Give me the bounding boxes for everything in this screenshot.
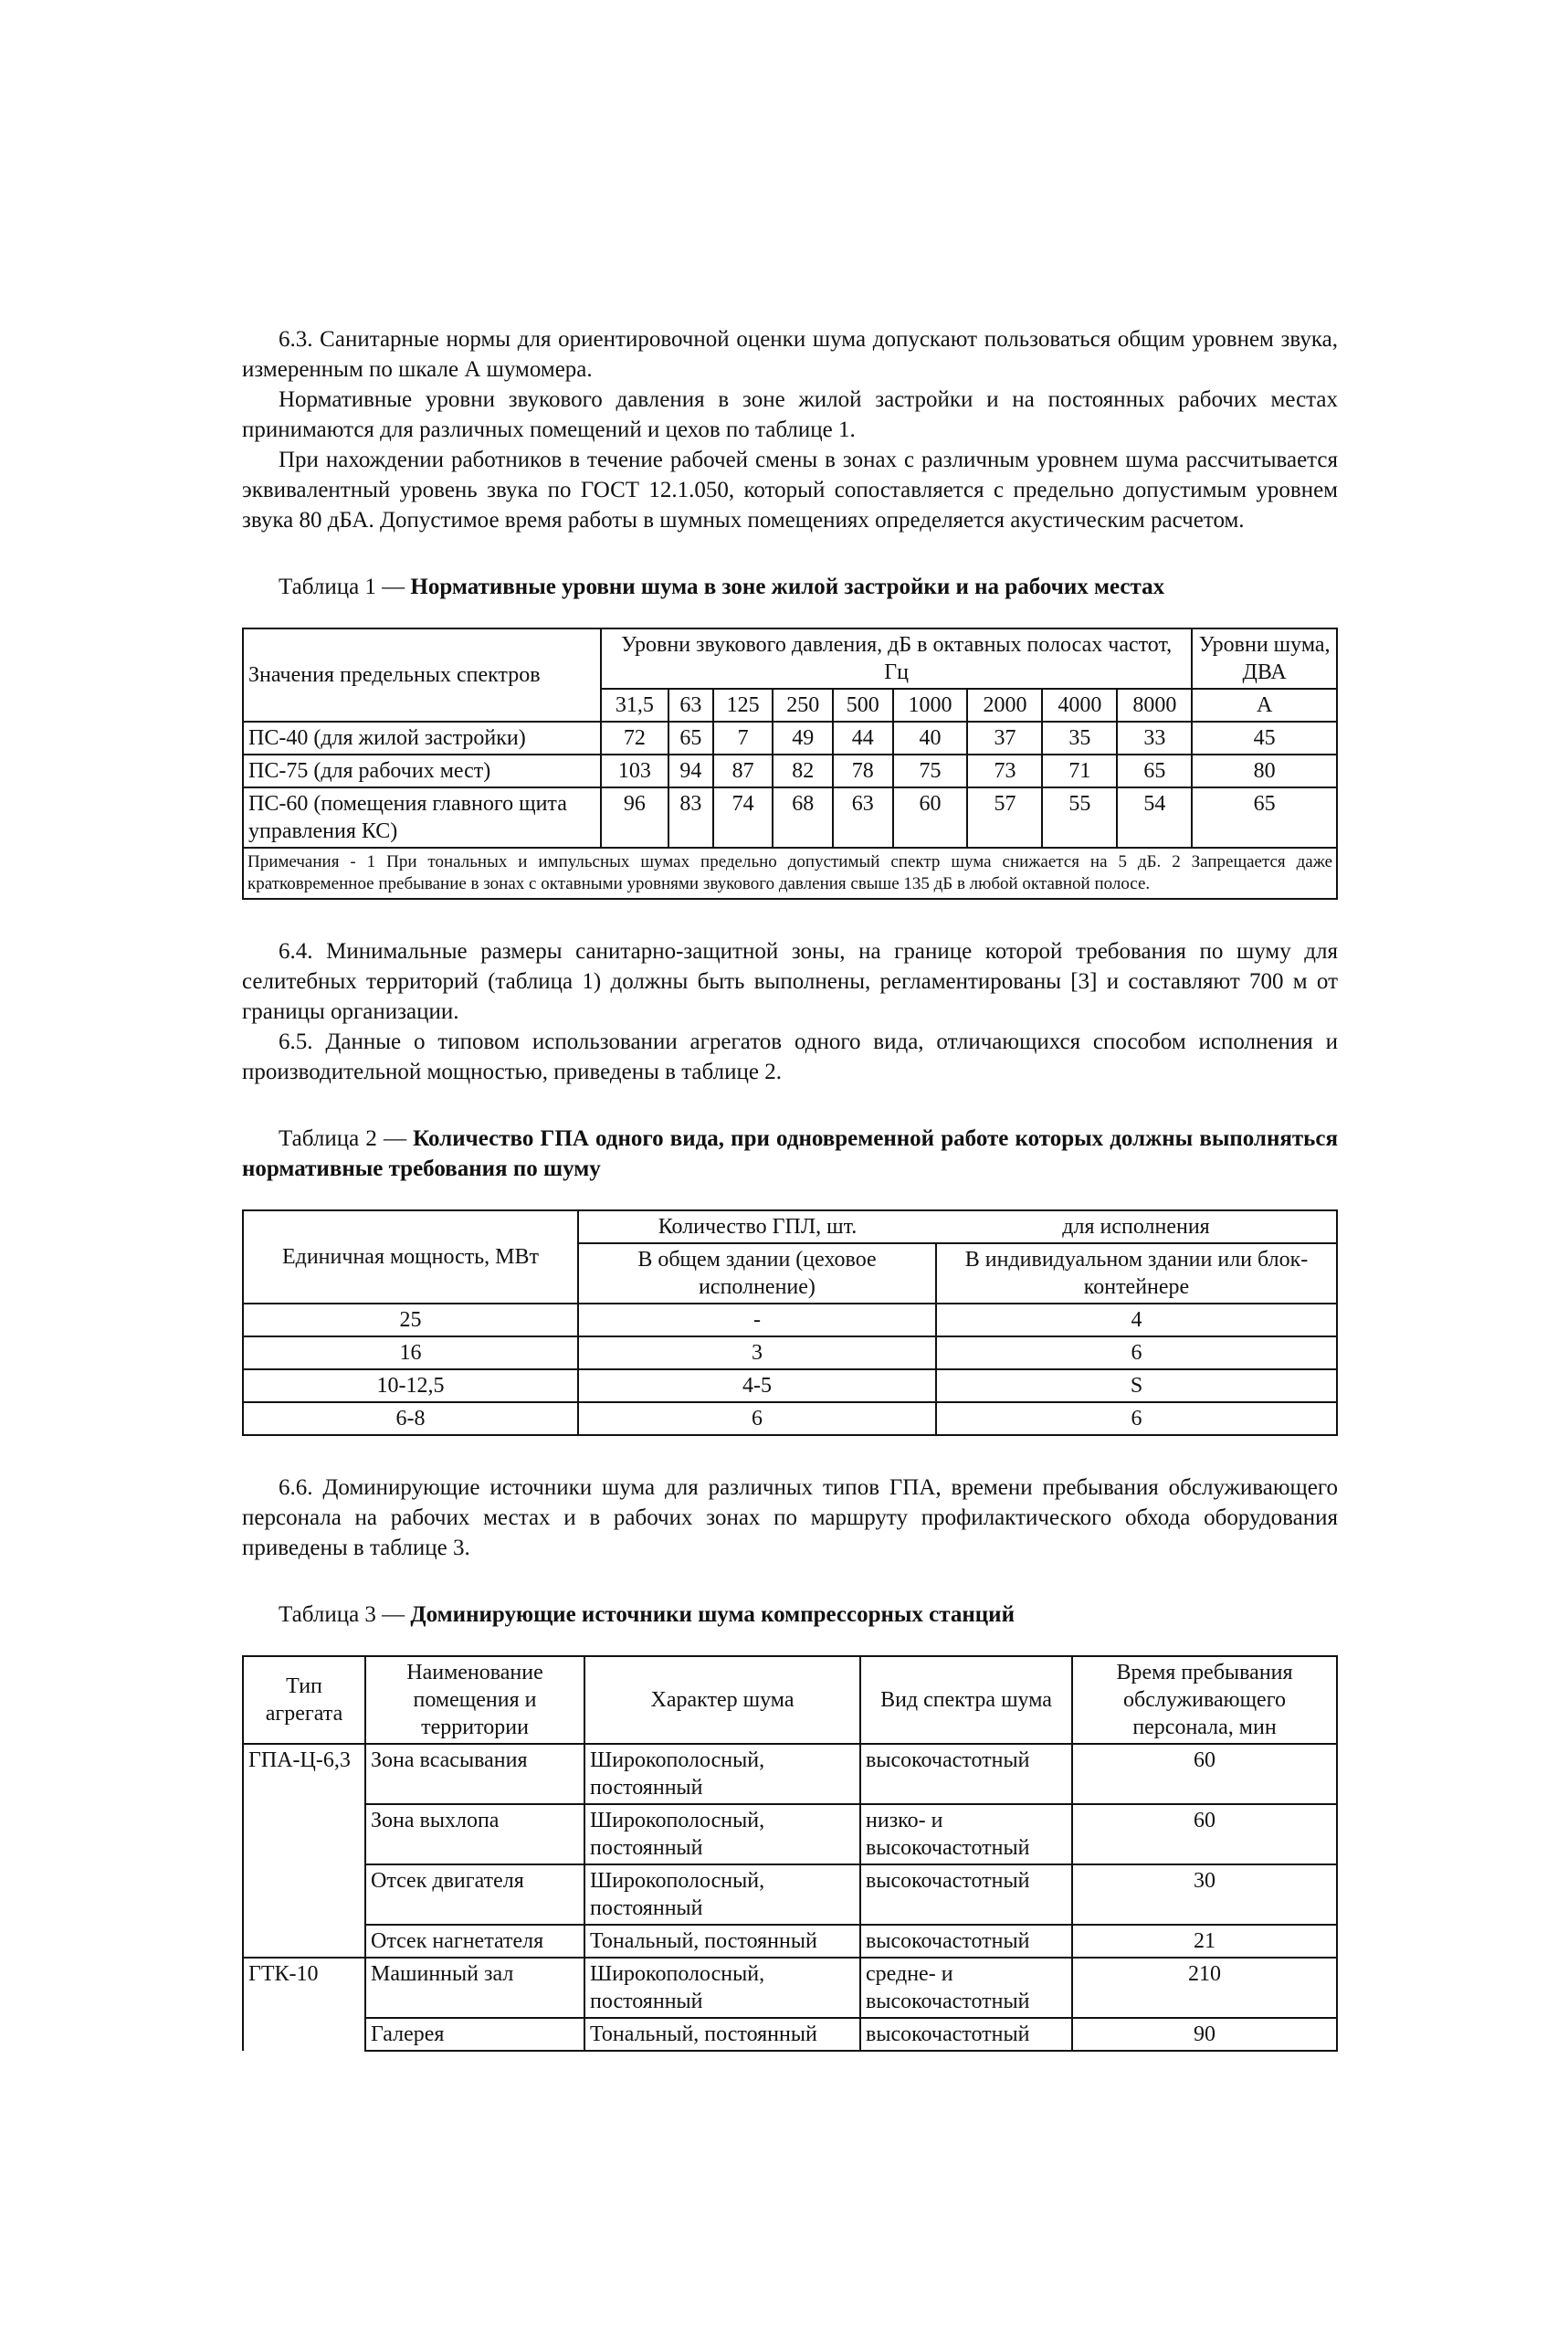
time-cell: 21	[1072, 1925, 1337, 1958]
table1-note: Примечания - 1 При тональных и импульсных шумах предельно допустимый спектр шума снижается на 5 дБ. 2 Запрещается даже кратковременное пребывание в зонах с октавными уровнями звукового давления свыше 135 дБ в любой октавной полосе.	[243, 848, 1337, 899]
table2	[242, 1209, 1338, 1436]
time-cell: 30	[1072, 1864, 1337, 1925]
time-cell: 210	[1072, 1958, 1337, 2018]
section-6-3	[242, 324, 1338, 535]
individual-cell: 4	[936, 1304, 1337, 1336]
table-row	[243, 1804, 1337, 1864]
value-cell: 57	[967, 787, 1042, 848]
table1-note-row	[243, 848, 1337, 899]
paragraph: 6.4. Минимальные размеры санитарно-защитной зоны, на границе которой требования по шуму для селитебных территорий (таблица 1) должны быть выполнены, регламентированы [3] и составляют 700 м от границы организации.	[242, 939, 1338, 1024]
value-cell: 82	[773, 755, 833, 787]
room-cell: Отсек нагнетателя	[365, 1925, 584, 1958]
table3-head-time: Время пребывания обслуживающего персонала, мин	[1072, 1656, 1337, 1744]
char-cell: Широкополосный, постоянный	[584, 1864, 860, 1925]
time-cell: 60	[1072, 1744, 1337, 1804]
value-cell: 94	[668, 755, 713, 787]
shared-cell: 6	[578, 1402, 936, 1435]
table3-head-type: Тип агрегата	[243, 1656, 365, 1744]
time-cell: 90	[1072, 2018, 1337, 2051]
table1-head-pressure: Уровни звукового давления, дБ в октавных полосах частот, Гц	[601, 628, 1192, 689]
table1-head-level: Уровни шума, ДВА	[1192, 628, 1337, 689]
table3-caption: Таблица 3 — Доминирующие источники шума компрессорных станций	[279, 1602, 1015, 1627]
page-content	[242, 324, 1338, 2052]
table-row	[243, 1958, 1337, 2018]
individual-cell: S	[936, 1369, 1337, 1402]
value-cell: 73	[967, 755, 1042, 787]
value-cell: 7	[713, 722, 773, 755]
table2-head-individual: В индивидуальном здании или блок-контейнере	[936, 1243, 1337, 1304]
room-cell: Зона всасывания	[365, 1744, 584, 1804]
table1-caption: Таблица 1 — Нормативные уровни шума в зоне жилой застройки и на рабочих местах	[279, 575, 1165, 599]
value-cell: 74	[713, 787, 773, 848]
char-cell: Тональный, постоянный	[584, 2018, 860, 2051]
value-cell: 103	[601, 755, 668, 787]
char-cell: Тональный, постоянный	[584, 1925, 860, 1958]
freq-cell: 2000	[967, 689, 1042, 722]
table-row	[243, 722, 1337, 755]
individual-cell: 6	[936, 1336, 1337, 1369]
freq-cell: 500	[833, 689, 893, 722]
level-cell: 45	[1192, 722, 1337, 755]
value-cell: 55	[1042, 787, 1117, 848]
freq-cell: 250	[773, 689, 833, 722]
table3-head-room: Наименование помещения и территории	[365, 1656, 584, 1744]
table1-head-spectra: Значения предельных спектров	[243, 628, 601, 722]
table1	[242, 628, 1338, 900]
table3	[242, 1655, 1338, 2052]
freq-cell: 125	[713, 689, 773, 722]
room-cell: Зона выхлопа	[365, 1804, 584, 1864]
value-cell: 75	[893, 755, 968, 787]
freq-cell: А	[1192, 689, 1337, 722]
type-cell: ГТК-10	[243, 1958, 365, 2051]
row-name: ПС-60 (помещения главного щита управления КС)	[243, 787, 601, 848]
freq-cell: 63	[668, 689, 713, 722]
table-row	[243, 1402, 1337, 1435]
power-cell: 6-8	[243, 1402, 578, 1435]
paragraph: 6.5. Данные о типовом использовании агрегатов одного вида, отличающихся способом исполнения и производительной мощностью, приведены в таблице 2.	[242, 1029, 1338, 1084]
spec-cell: высокочастотный	[860, 2018, 1072, 2051]
row-name: ПС-75 (для рабочих мест)	[243, 755, 601, 787]
section-6-6	[242, 1473, 1338, 1563]
value-cell: 65	[1117, 755, 1192, 787]
char-cell: Широкополосный, постоянный	[584, 1958, 860, 2018]
char-cell: Широкополосный, постоянный	[584, 1744, 860, 1804]
table2-caption: Таблица 2 — Количество ГПА одного вида, при одновременной работе которых должны выполняться нормативные требования по шуму	[242, 1126, 1338, 1181]
spec-cell: высокочастотный	[860, 1864, 1072, 1925]
paragraph: Нормативные уровни звукового давления в зоне жилой застройки и на постоянных рабочих местах принимаются для различных помещений и цехов по таблице 1.	[242, 387, 1338, 442]
value-cell: 60	[893, 787, 968, 848]
table-row	[243, 1336, 1337, 1369]
paragraph: При нахождении работников в течение рабочей смены в зонах с различным уровнем шума рассчитывается эквивалентный уровень звука по ГОСТ 12.1.050, который сопоставляется с предельно допустимым уровнем звука 80 дБА. Допустимое время работы в шумных помещениях определяется акустическим расчетом.	[242, 448, 1338, 533]
table-row	[243, 787, 1337, 848]
value-cell: 72	[601, 722, 668, 755]
value-cell: 63	[833, 787, 893, 848]
spec-cell: низко- и высокочастотный	[860, 1804, 1072, 1864]
value-cell: 40	[893, 722, 968, 755]
table2-head-exec: для исполнения	[936, 1210, 1337, 1243]
paragraph: 6.6. Доминирующие источники шума для различных типов ГПА, времени пребывания обслуживающего персонала на рабочих местах и в рабочих зонах по маршруту профилактического обхода оборудования приведены в таблице 3.	[242, 1475, 1338, 1560]
value-cell: 44	[833, 722, 893, 755]
power-cell: 25	[243, 1304, 578, 1336]
value-cell: 49	[773, 722, 833, 755]
table-row	[243, 1925, 1337, 1958]
shared-cell: -	[578, 1304, 936, 1336]
table-row	[243, 1744, 1337, 1804]
table-row	[243, 1864, 1337, 1925]
row-name: ПС-40 (для жилой застройки)	[243, 722, 601, 755]
value-cell: 87	[713, 755, 773, 787]
room-cell: Отсек двигателя	[365, 1864, 584, 1925]
section-6-4	[242, 936, 1338, 1087]
table-row	[243, 755, 1337, 787]
value-cell: 78	[833, 755, 893, 787]
table3-head-char: Характер шума	[584, 1656, 860, 1744]
paragraph: 6.3. Санитарные нормы для ориентировочной оценки шума допускают пользоваться общим уровнем звука, измеренным по шкале А шумомера.	[242, 327, 1338, 382]
room-cell: Галерея	[365, 2018, 584, 2051]
value-cell: 68	[773, 787, 833, 848]
table2-head-power: Единичная мощность, МВт	[243, 1210, 578, 1304]
value-cell: 83	[668, 787, 713, 848]
spec-cell: высокочастотный	[860, 1925, 1072, 1958]
power-cell: 10-12,5	[243, 1369, 578, 1402]
level-cell: 80	[1192, 755, 1337, 787]
spec-cell: средне- и высокочастотный	[860, 1958, 1072, 2018]
table-row	[243, 1369, 1337, 1402]
char-cell: Широкополосный, постоянный	[584, 1804, 860, 1864]
value-cell: 33	[1117, 722, 1192, 755]
table2-head-shared: В общем здании (цеховое исполнение)	[578, 1243, 936, 1304]
shared-cell: 4-5	[578, 1369, 936, 1402]
room-cell: Машинный зал	[365, 1958, 584, 2018]
freq-cell: 4000	[1042, 689, 1117, 722]
value-cell: 54	[1117, 787, 1192, 848]
freq-cell: 1000	[893, 689, 968, 722]
value-cell: 96	[601, 787, 668, 848]
table-row	[243, 2018, 1337, 2051]
level-cell: 65	[1192, 787, 1337, 848]
freq-cell: 8000	[1117, 689, 1192, 722]
time-cell: 60	[1072, 1804, 1337, 1864]
individual-cell: 6	[936, 1402, 1337, 1435]
power-cell: 16	[243, 1336, 578, 1369]
table2-head-count: Количество ГПЛ, шт.	[578, 1210, 936, 1243]
table-row	[243, 1304, 1337, 1336]
table3-head-spec: Вид спектра шума	[860, 1656, 1072, 1744]
spec-cell: высокочастотный	[860, 1744, 1072, 1804]
value-cell: 65	[668, 722, 713, 755]
freq-cell: 31,5	[601, 689, 668, 722]
value-cell: 35	[1042, 722, 1117, 755]
value-cell: 37	[967, 722, 1042, 755]
type-cell: ГПА-Ц-6,3	[243, 1744, 365, 1958]
shared-cell: 3	[578, 1336, 936, 1369]
value-cell: 71	[1042, 755, 1117, 787]
